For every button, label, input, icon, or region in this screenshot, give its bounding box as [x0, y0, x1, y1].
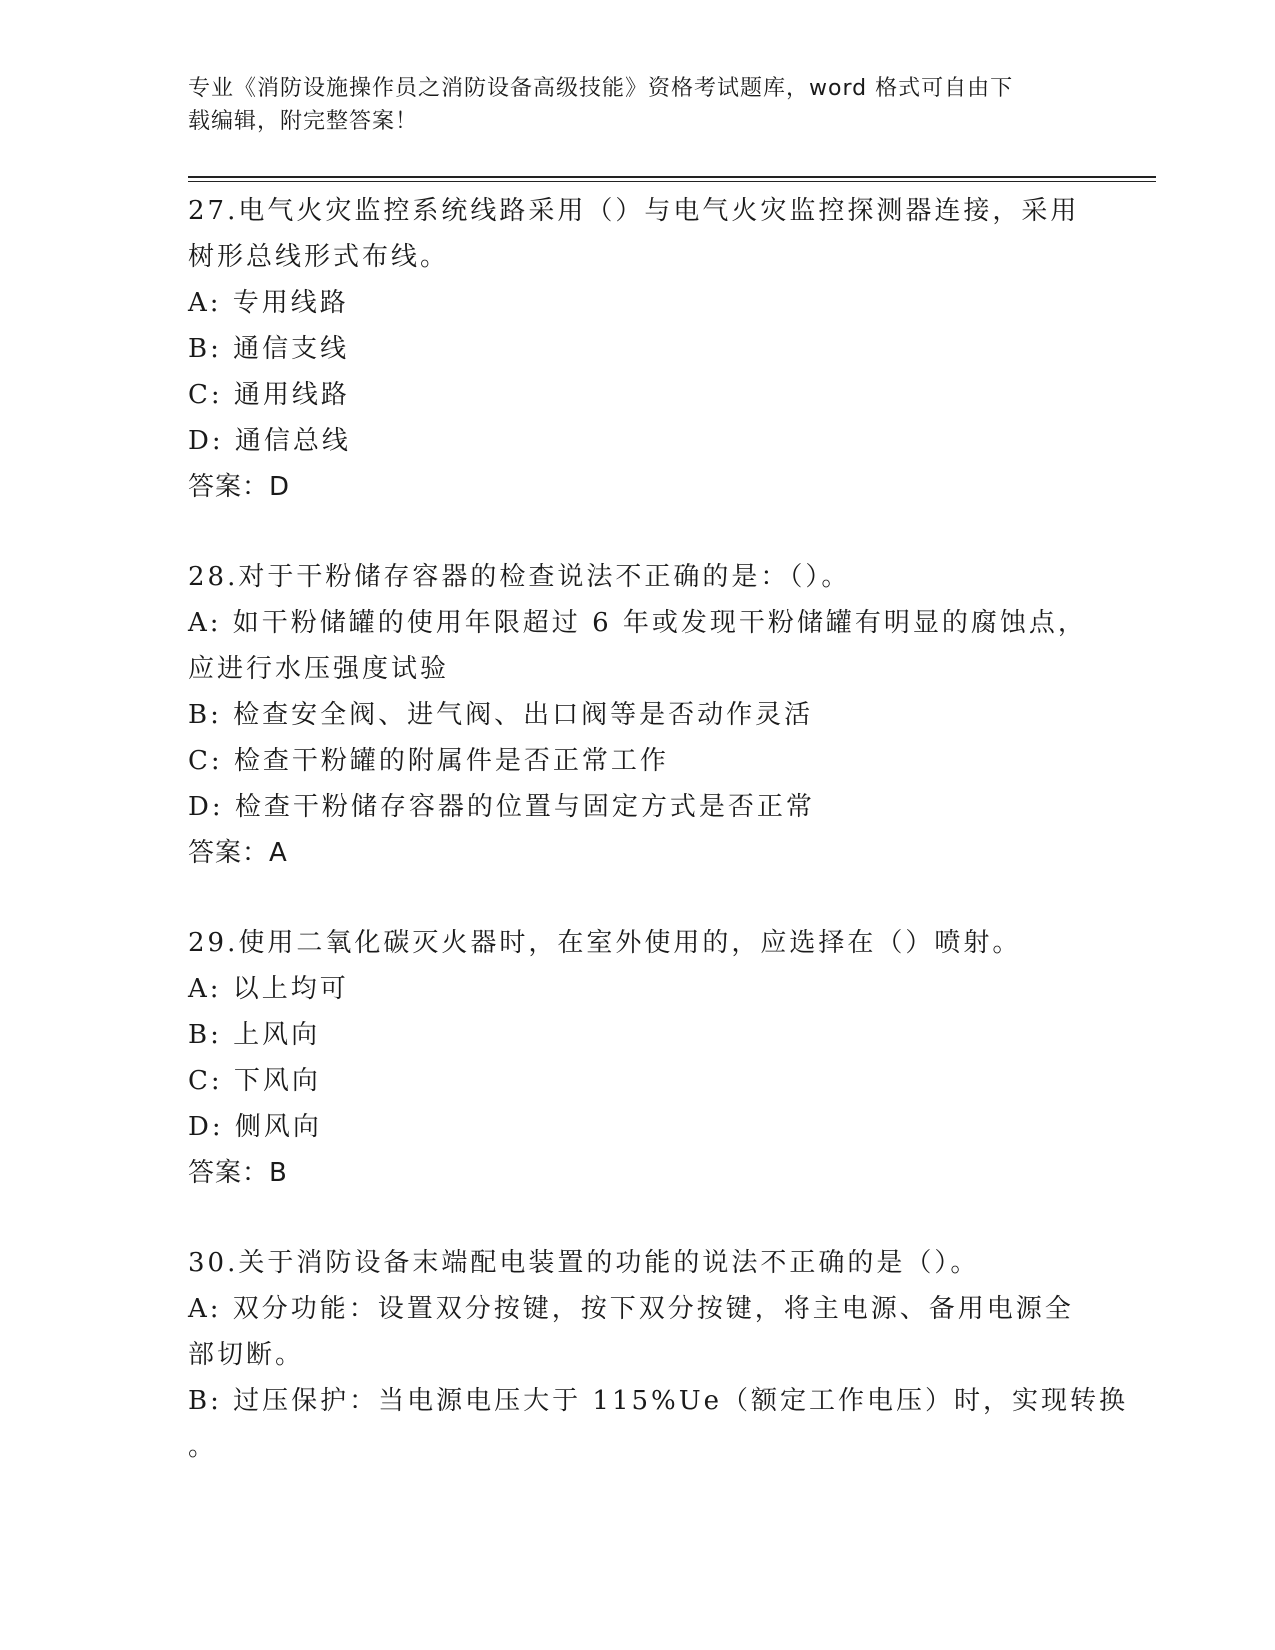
question-stem: 28.对于干粉储存容器的检查说法不正确的是：（）。	[188, 562, 851, 592]
option-a: A: 如干粉储罐的使用年限超过 6 年或发现干粉储罐有明显的腐蚀点，	[188, 608, 1087, 638]
question-stem: 27.电气火灾监控系统线路采用（）与电气火灾监控探测器连接，采用	[188, 196, 1080, 226]
option-d: D: 通信总线	[188, 426, 351, 456]
question-stem: 29.使用二氧化碳灭火器时，在室外使用的，应选择在（）喷射。	[188, 928, 1022, 958]
option-a: A: 双分功能：设置双分按键，按下双分按键，将主电源、备用电源全	[188, 1294, 1074, 1324]
option-d: D: 检查干粉储存容器的位置与固定方式是否正常	[188, 792, 815, 822]
header-line-1: 专业《消防设施操作员之消防设备高级技能》资格考试题库，word 格式可自由下	[188, 76, 1014, 101]
option-a: A: 以上均可	[188, 974, 349, 1004]
question-stem-continued: 树形总线形式布线。	[188, 242, 450, 272]
header-divider-thick	[188, 176, 1156, 178]
option-c: C: 检查干粉罐的附属件是否正常工作	[188, 746, 669, 776]
option-b: B: 过压保护：当电源电压大于 115%Ue（额定工作电压）时，实现转换	[188, 1386, 1129, 1416]
question-28	[188, 554, 1088, 876]
answer: 答案：D	[188, 472, 291, 502]
header-line-2: 载编辑，附完整答案！	[188, 109, 419, 134]
option-b: B: 通信支线	[188, 334, 350, 364]
question-27	[188, 188, 1088, 510]
option-c: C: 下风向	[188, 1066, 321, 1096]
option-d: D: 侧风向	[188, 1112, 322, 1142]
question-list	[188, 188, 1129, 1470]
option-b-continued: 。	[188, 1432, 218, 1462]
option-b: B: 检查安全阀、进气阀、出口阀等是否动作灵活	[188, 700, 814, 730]
document-header	[188, 72, 1068, 138]
answer: 答案：A	[188, 838, 288, 868]
option-b: B: 上风向	[188, 1020, 321, 1050]
option-a: A: 专用线路	[188, 288, 349, 318]
question-29	[188, 920, 1088, 1196]
answer: 答案：B	[188, 1158, 288, 1188]
header-divider-thin	[188, 181, 1156, 182]
option-a-continued: 部切断。	[188, 1340, 305, 1370]
option-a-continued: 应进行水压强度试验	[188, 654, 450, 684]
question-30	[188, 1240, 1129, 1470]
question-stem: 30.关于消防设备末端配电装置的功能的说法不正确的是（）。	[188, 1248, 980, 1278]
question-spacer	[188, 1196, 1088, 1240]
option-c: C: 通用线路	[188, 380, 350, 410]
question-spacer	[188, 510, 1088, 554]
question-spacer	[188, 876, 1088, 920]
